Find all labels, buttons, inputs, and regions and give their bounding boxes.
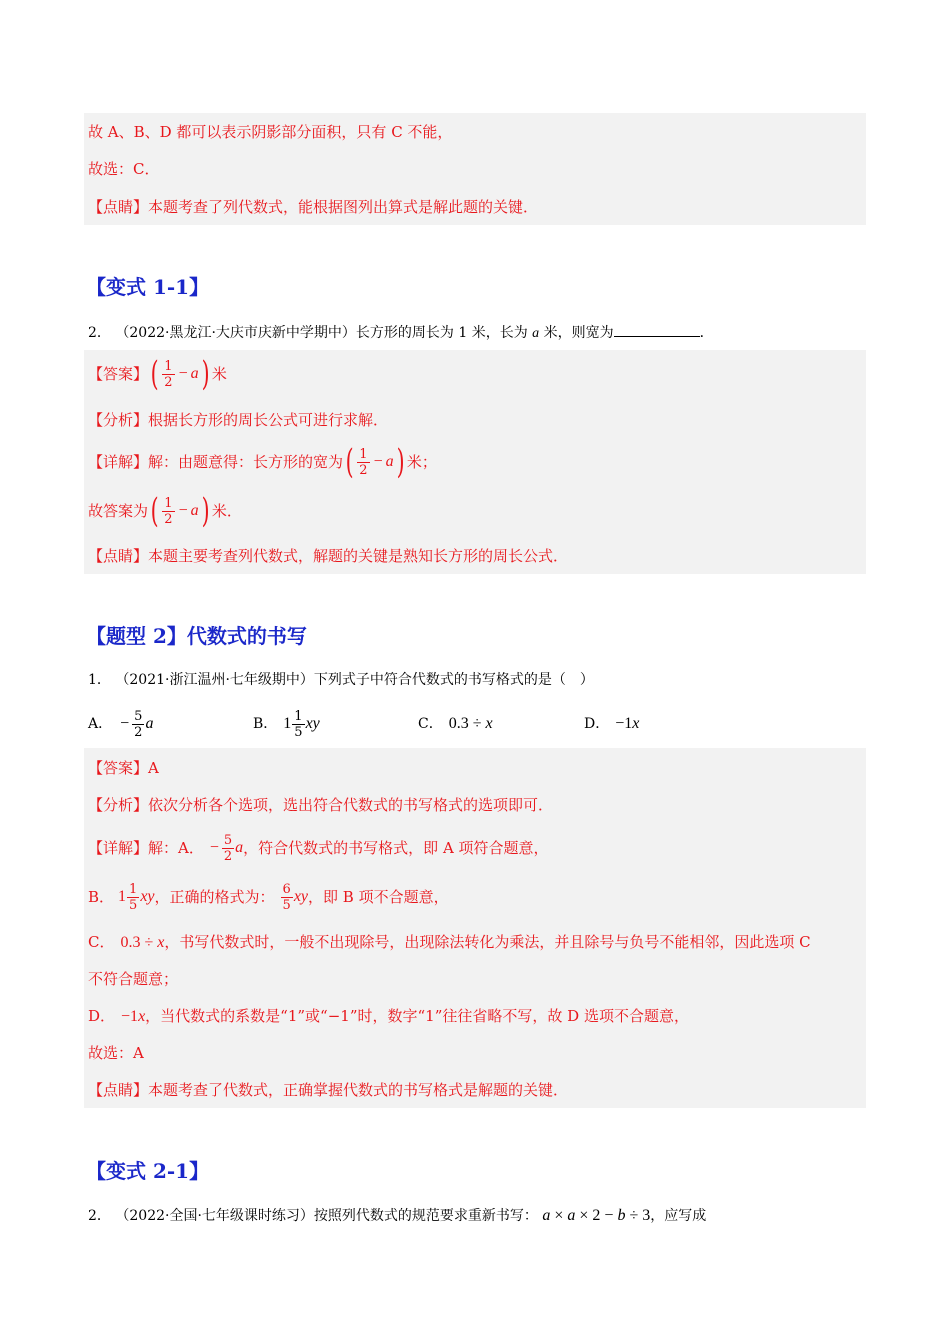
analysis-text: 依次分析各个选项，选出符合代数式的书写格式的选项即可． [148,796,554,814]
options-row [88,704,788,744]
detail-c-line-2: 不符合题意； [88,970,179,988]
question-text: 长方形的周长为 1 米，长为 [355,325,528,341]
detail-unit: 米； [406,453,437,471]
question-source: （2022·黑龙江·大庆市庆新中学期中） [115,325,356,341]
detail-b-line: B． 1 1 5 xy ，正确的格式为： 6 5 xy ，即 B 项不合题意， [88,881,449,913]
question-2-line [88,322,714,344]
answer-line [88,356,227,392]
analysis-tag: 【分析】 [88,411,149,429]
question-number: 1． [88,672,111,688]
answer-text: A [148,759,159,777]
option-a: A． − $\frac{5}{2}$ a [88,708,154,740]
question-expression: a × a × 2 − b ÷ 3 [542,1207,651,1224]
var-a: a [532,326,540,341]
detail-tag: 【详解】 [88,839,149,857]
analysis-tag: 【分析】 [88,796,149,814]
conclude-line [88,493,242,529]
analysis-text: 根据长方形的周长公式可进行求解． [148,411,389,429]
expr-half-minus-a: ( 1 2 − a ) [150,354,210,394]
point-tag: 【点睛】 [88,547,149,565]
analysis-line-type2 [88,795,553,815]
answer-line-2: 故选：C． [88,160,160,178]
answer-tag: 【答案】 [88,365,149,383]
answer-line-type2 [88,758,159,778]
variant-1-1-heading: 【变式 1-1】 [86,275,210,299]
question-text-b: 米，则宽为 [543,325,614,341]
point-line-2 [88,546,568,566]
expr-half-minus-a-3: ( 1 2 − a ) [150,491,210,531]
detail-tag: 【详解】 [88,453,149,471]
point-tag: 【点睛】 [88,1081,149,1099]
detail-text: 解：由题意得：长方形的宽为 [148,453,344,471]
detail-c-line: C． 0.3 ÷ x，书写代数式时，一般不出现除号，出现除法转化为乘法，并且除号与负号不能相邻，因此选项 C [88,933,811,951]
answer-line-1: 故 A、B、D 都可以表示阴影部分面积，只有 C 不能， [88,123,453,141]
question-end: ． [699,325,714,341]
conclude-text: 故答案为 [88,502,149,520]
point-text: 本题考查了代数式，正确掌握代数式的书写格式是解题的关键． [148,1081,569,1099]
option-c: C． 0.3 ÷ x [418,715,493,732]
point-line-type2 [88,1080,568,1100]
point-tag: 【点睛】 [88,198,149,216]
question-number: 2． [88,325,111,341]
point-line [88,197,538,217]
answer-blank [614,322,700,337]
variant-2-1-heading: 【变式 2-1】 [86,1159,210,1183]
option-b: B． 1 1 5 xy [253,708,320,740]
expr-half-minus-a-2: ( 1 2 − a ) [345,442,405,482]
question-text: 下列式子中符合代数式的书写格式的是（ ） [313,672,594,688]
point-text: 本题考查了列代数式，能根据图列出算式是解此题的关键． [148,198,539,216]
question-number: 2． [88,1208,111,1224]
type-2-heading: 【题型 2】代数式的书写 [86,624,307,648]
analysis-line [88,410,388,430]
question-source: （2022·全国·七年级课时练习） [115,1208,314,1224]
answer-tag: 【答案】 [88,759,149,777]
question-text: 按照列代数式的规范要求重新书写： [313,1208,538,1224]
point-text: 本题主要考查列代数式，解题的关键是熟知长方形的周长公式． [148,547,569,565]
detail-a-line: 【详解】 解：A． − $\frac{5}{2}$ a ，符合代数式的书写格式，即 A 项符合题意， [88,832,549,864]
detail-line [88,444,437,480]
option-d: D． −1 x [584,715,640,732]
question-1-line [88,670,594,690]
question-tail: ，应写成 [650,1208,707,1224]
question-source: （2021·浙江温州·七年级期中） [115,672,314,688]
conclude-line-type2: 故选：A [88,1044,144,1062]
question-2-line-variant21 [88,1206,706,1226]
detail-d-line: D． −1x，当代数式的系数是“1”或“−1”时，数字“1”往往省略不写，故 D 选项不合题意， [88,1007,689,1025]
conclude-unit: 米． [211,502,242,520]
answer-unit: 米 [211,365,227,383]
